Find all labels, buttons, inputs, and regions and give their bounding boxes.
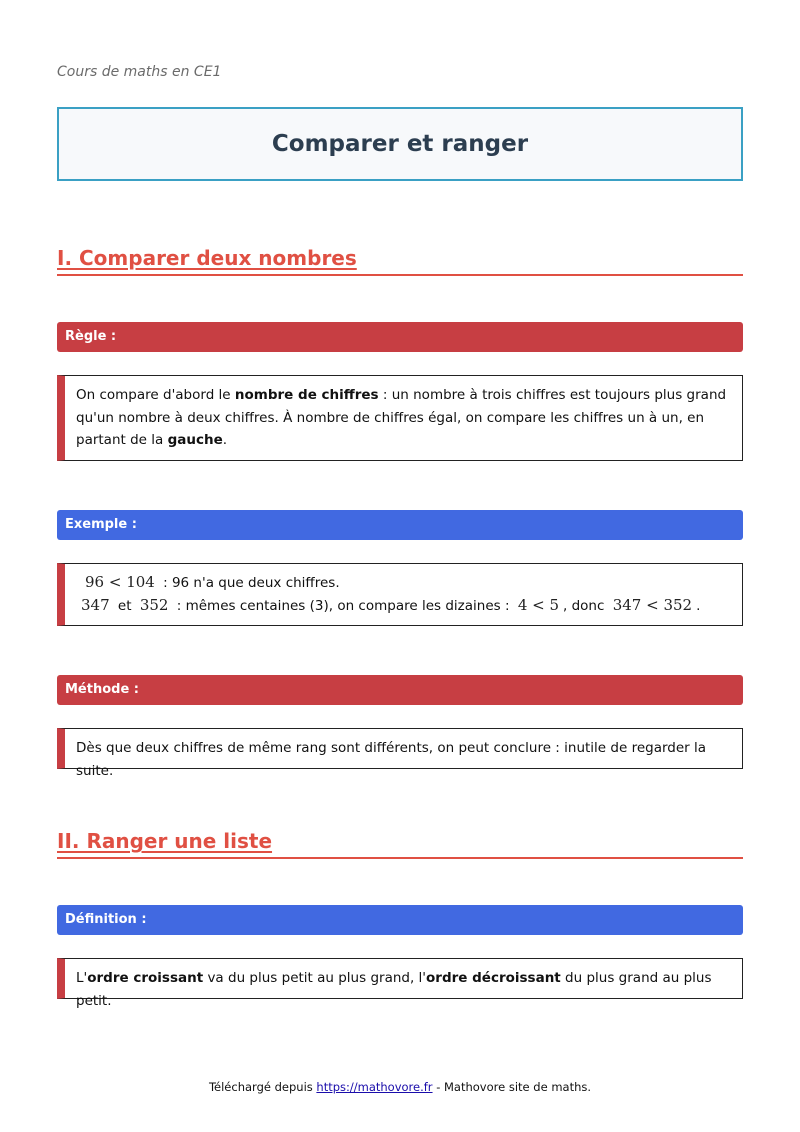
exemple-text-2: et	[113, 598, 136, 614]
definition-bar: Définition :	[57, 905, 743, 935]
exemple-text-5: .	[696, 598, 701, 614]
regle-box	[57, 375, 743, 461]
exemple-box	[57, 563, 743, 626]
definition-text-2: va du plus petit au plus grand, l'	[203, 970, 427, 986]
methode-box	[57, 728, 743, 779]
definition-box	[57, 958, 743, 1009]
section-heading-1	[57, 246, 743, 276]
regle-text-3: .	[222, 432, 228, 448]
title-box	[57, 107, 743, 181]
regle-text-2: : un nombre à trois chiffres est toujours plus grand qu'un nombre à deux chiffres. À nombre de chiffres égal, on compare les chiffres un à un, en partant de la	[76, 387, 727, 448]
regle-bold-2: gauche	[167, 432, 223, 448]
math-352: 352	[139, 596, 169, 614]
footer-prefix: Téléchargé depuis	[208, 1080, 317, 1094]
footer-suffix: - Mathovore site de maths.	[432, 1080, 592, 1094]
footer	[0, 1080, 800, 1094]
methode-text: Dès que deux chiffres de même rang sont différents, on peut conclure : inutile de regarder la suite.	[76, 740, 707, 779]
exemple-text-3: : mêmes centaines (3), on compare les dizaines :	[172, 598, 514, 614]
math-4-lt-5: 4 < 5	[517, 596, 560, 614]
section-title-2: II. Ranger une liste	[57, 829, 273, 853]
exemple-bar: Exemple :	[57, 510, 743, 540]
regle-bar: Règle :	[57, 322, 743, 352]
definition-text-3: du plus grand au plus petit.	[76, 970, 712, 1009]
exemple-line-1	[81, 571, 730, 594]
section-title-1: I. Comparer deux nombres	[57, 246, 357, 270]
definition-text-1: L'	[76, 970, 88, 986]
page-title: Comparer et ranger	[271, 131, 529, 157]
methode-bar: Méthode :	[57, 675, 743, 705]
regle-bold-1: nombre de chiffres	[234, 387, 379, 403]
definition-bold-2: ordre décroissant	[426, 970, 561, 986]
regle-text-1: On compare d'abord le	[76, 387, 235, 403]
exemple-line-2	[81, 594, 730, 617]
math-347: 347	[81, 596, 110, 614]
math-96-lt-104: 96 < 104	[85, 573, 155, 591]
course-label: Cours de maths en CE1	[57, 64, 222, 80]
math-347-lt-352: 347 < 352	[612, 596, 693, 614]
exemple-text-4: , donc	[563, 598, 609, 614]
exemple-text-1: : 96 n'a que deux chiffres.	[158, 575, 340, 591]
footer-link[interactable]: https://mathovore.fr	[316, 1080, 433, 1094]
section-heading-2	[57, 829, 743, 859]
definition-bold-1: ordre croissant	[87, 970, 204, 986]
